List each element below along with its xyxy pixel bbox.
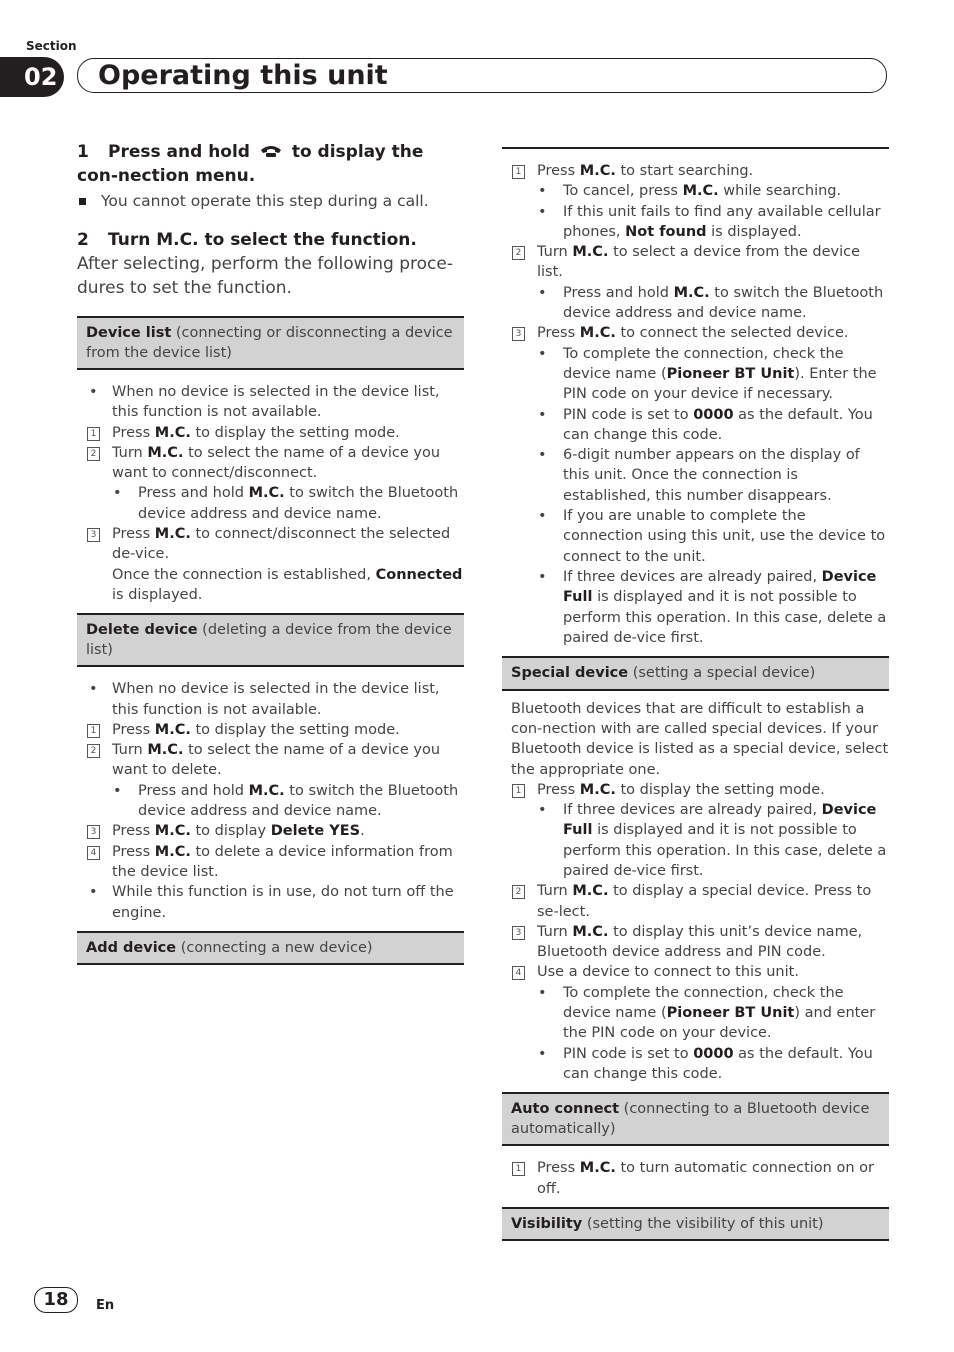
add-device-body — [502, 149, 889, 656]
phone-icon — [259, 144, 283, 158]
list-item: 3 Press M.C. to connect the selected device. — [502, 323, 889, 343]
title-frame — [77, 58, 887, 93]
list-subitem: • If three devices are already paired, Device Full is displayed and it is not possible to perform this operation. In this case, delete a paired de-vice first. — [538, 568, 887, 646]
list-item: • When no device is selected in the device list, this function is not available. — [89, 681, 440, 718]
special-device-heading: Special device (setting a special device) — [502, 656, 889, 691]
list-item: 3 Turn M.C. to display this unit’s device name, Bluetooth device address and PIN code. — [502, 922, 889, 963]
left-column — [77, 140, 464, 965]
right-column — [502, 147, 889, 1241]
visibility-heading: Visibility (setting the visibility of this unit) — [502, 1207, 889, 1242]
list-subitem: • To complete the connection, check the device name (Pioneer BT Unit) and enter the PIN code on your device. — [538, 984, 876, 1042]
step-1-note: You cannot operate this step during a call. — [77, 190, 464, 212]
list-item: 2 Turn M.C. to select a device from the device list. — [502, 242, 889, 283]
step-2-paragraph: After selecting, perform the following proce-dures to set the function. — [77, 254, 453, 298]
delete-device-body — [77, 667, 464, 931]
device-list-body — [77, 370, 464, 613]
list-subitem: • If three devices are already paired, Device Full is displayed and it is not possible to perform this operation. In this case, delete a paired de-vice first. — [538, 802, 887, 879]
step-2-heading: 2 Turn M.C. to select the function. — [77, 230, 417, 250]
list-subitem: • 6-digit number appears on the display of this unit. Once the connection is established, this number disappears. — [538, 447, 860, 504]
list-item: 2 Turn M.C. to display a special device. Press to se-lect. — [502, 881, 889, 922]
list-subitem: • To complete the connection, check the device name (Pioneer BT Unit). Enter the PIN code on your device if necessary. — [538, 345, 877, 403]
list-subitem: • To cancel, press M.C. while searching. — [538, 183, 842, 200]
list-subitem: • PIN code is set to 0000 as the default. You can change this code. — [538, 1045, 873, 1082]
list-item: 4 Press M.C. to delete a device information from the device list. — [77, 842, 464, 883]
auto-connect-body — [502, 1146, 889, 1207]
section-label: Section — [26, 39, 77, 53]
auto-connect-heading: Auto connect (connecting to a Bluetooth device automatically) — [502, 1092, 889, 1146]
list-subitem: • Press and hold M.C. to switch the Bluetooth device address and device name. — [113, 485, 459, 522]
list-item: 3 Press M.C. to connect/disconnect the selected de-vice. — [77, 524, 464, 565]
page-title: Operating this unit — [98, 60, 388, 91]
list-item: 1 Press M.C. to display the setting mode. — [77, 720, 464, 740]
step-1-heading: 1 Press and hold to display the con-nection menu. — [77, 142, 424, 186]
delete-device-heading: Delete device (deleting a device from the device list) — [77, 613, 464, 667]
special-device-intro: Bluetooth devices that are difficult to establish a con-nection with are called special devices. If your Bluetooth device is listed as a special device, select the appropriate one. — [511, 700, 889, 778]
list-item: 4 Use a device to connect to this unit. — [502, 962, 889, 982]
list-item: 2 Turn M.C. to select the name of a device you want to delete. — [77, 740, 464, 781]
list-item: 1 Press M.C. to display the setting mode. — [77, 423, 464, 443]
list-item: 3 Press M.C. to display Delete YES. — [77, 821, 464, 841]
list-item: 1 Press M.C. to display the setting mode. — [502, 780, 889, 800]
add-device-heading: Add device (connecting a new device) — [77, 931, 464, 966]
list-item: 2 Turn M.C. to select the name of a device you want to connect/disconnect. — [77, 443, 464, 484]
section-number-tab: 02 — [0, 57, 64, 97]
page-number: 18 — [34, 1287, 78, 1313]
device-list-heading: Device list (connecting or disconnecting a device from the device list) — [77, 316, 464, 370]
list-subitem: • Press and hold M.C. to switch the Bluetooth device address and device name. — [538, 284, 884, 322]
list-subitem: • If this unit fails to find any available cellular phones, Not found is displayed. — [538, 203, 881, 240]
list-continuation: Once the connection is established, Connected is displayed. — [112, 566, 463, 603]
list-item: • When no device is selected in the device list, this function is not available. — [89, 384, 440, 421]
special-device-body — [502, 691, 889, 1093]
list-subitem: • If you are unable to complete the connection using this unit, use the device to connect to the unit. — [538, 508, 886, 565]
list-item: • While this function is in use, do not turn off the engine. — [89, 884, 454, 921]
square-bullet-icon — [79, 198, 86, 205]
list-subitem: • PIN code is set to 0000 as the default. You can change this code. — [538, 406, 873, 443]
list-item: 1 Press M.C. to turn automatic connection on or off. — [502, 1158, 889, 1199]
language-label: En — [96, 1298, 115, 1313]
list-subitem: • Press and hold M.C. to switch the Bluetooth device address and device name. — [113, 782, 459, 820]
list-item: 1 Press M.C. to start searching. — [502, 161, 889, 181]
